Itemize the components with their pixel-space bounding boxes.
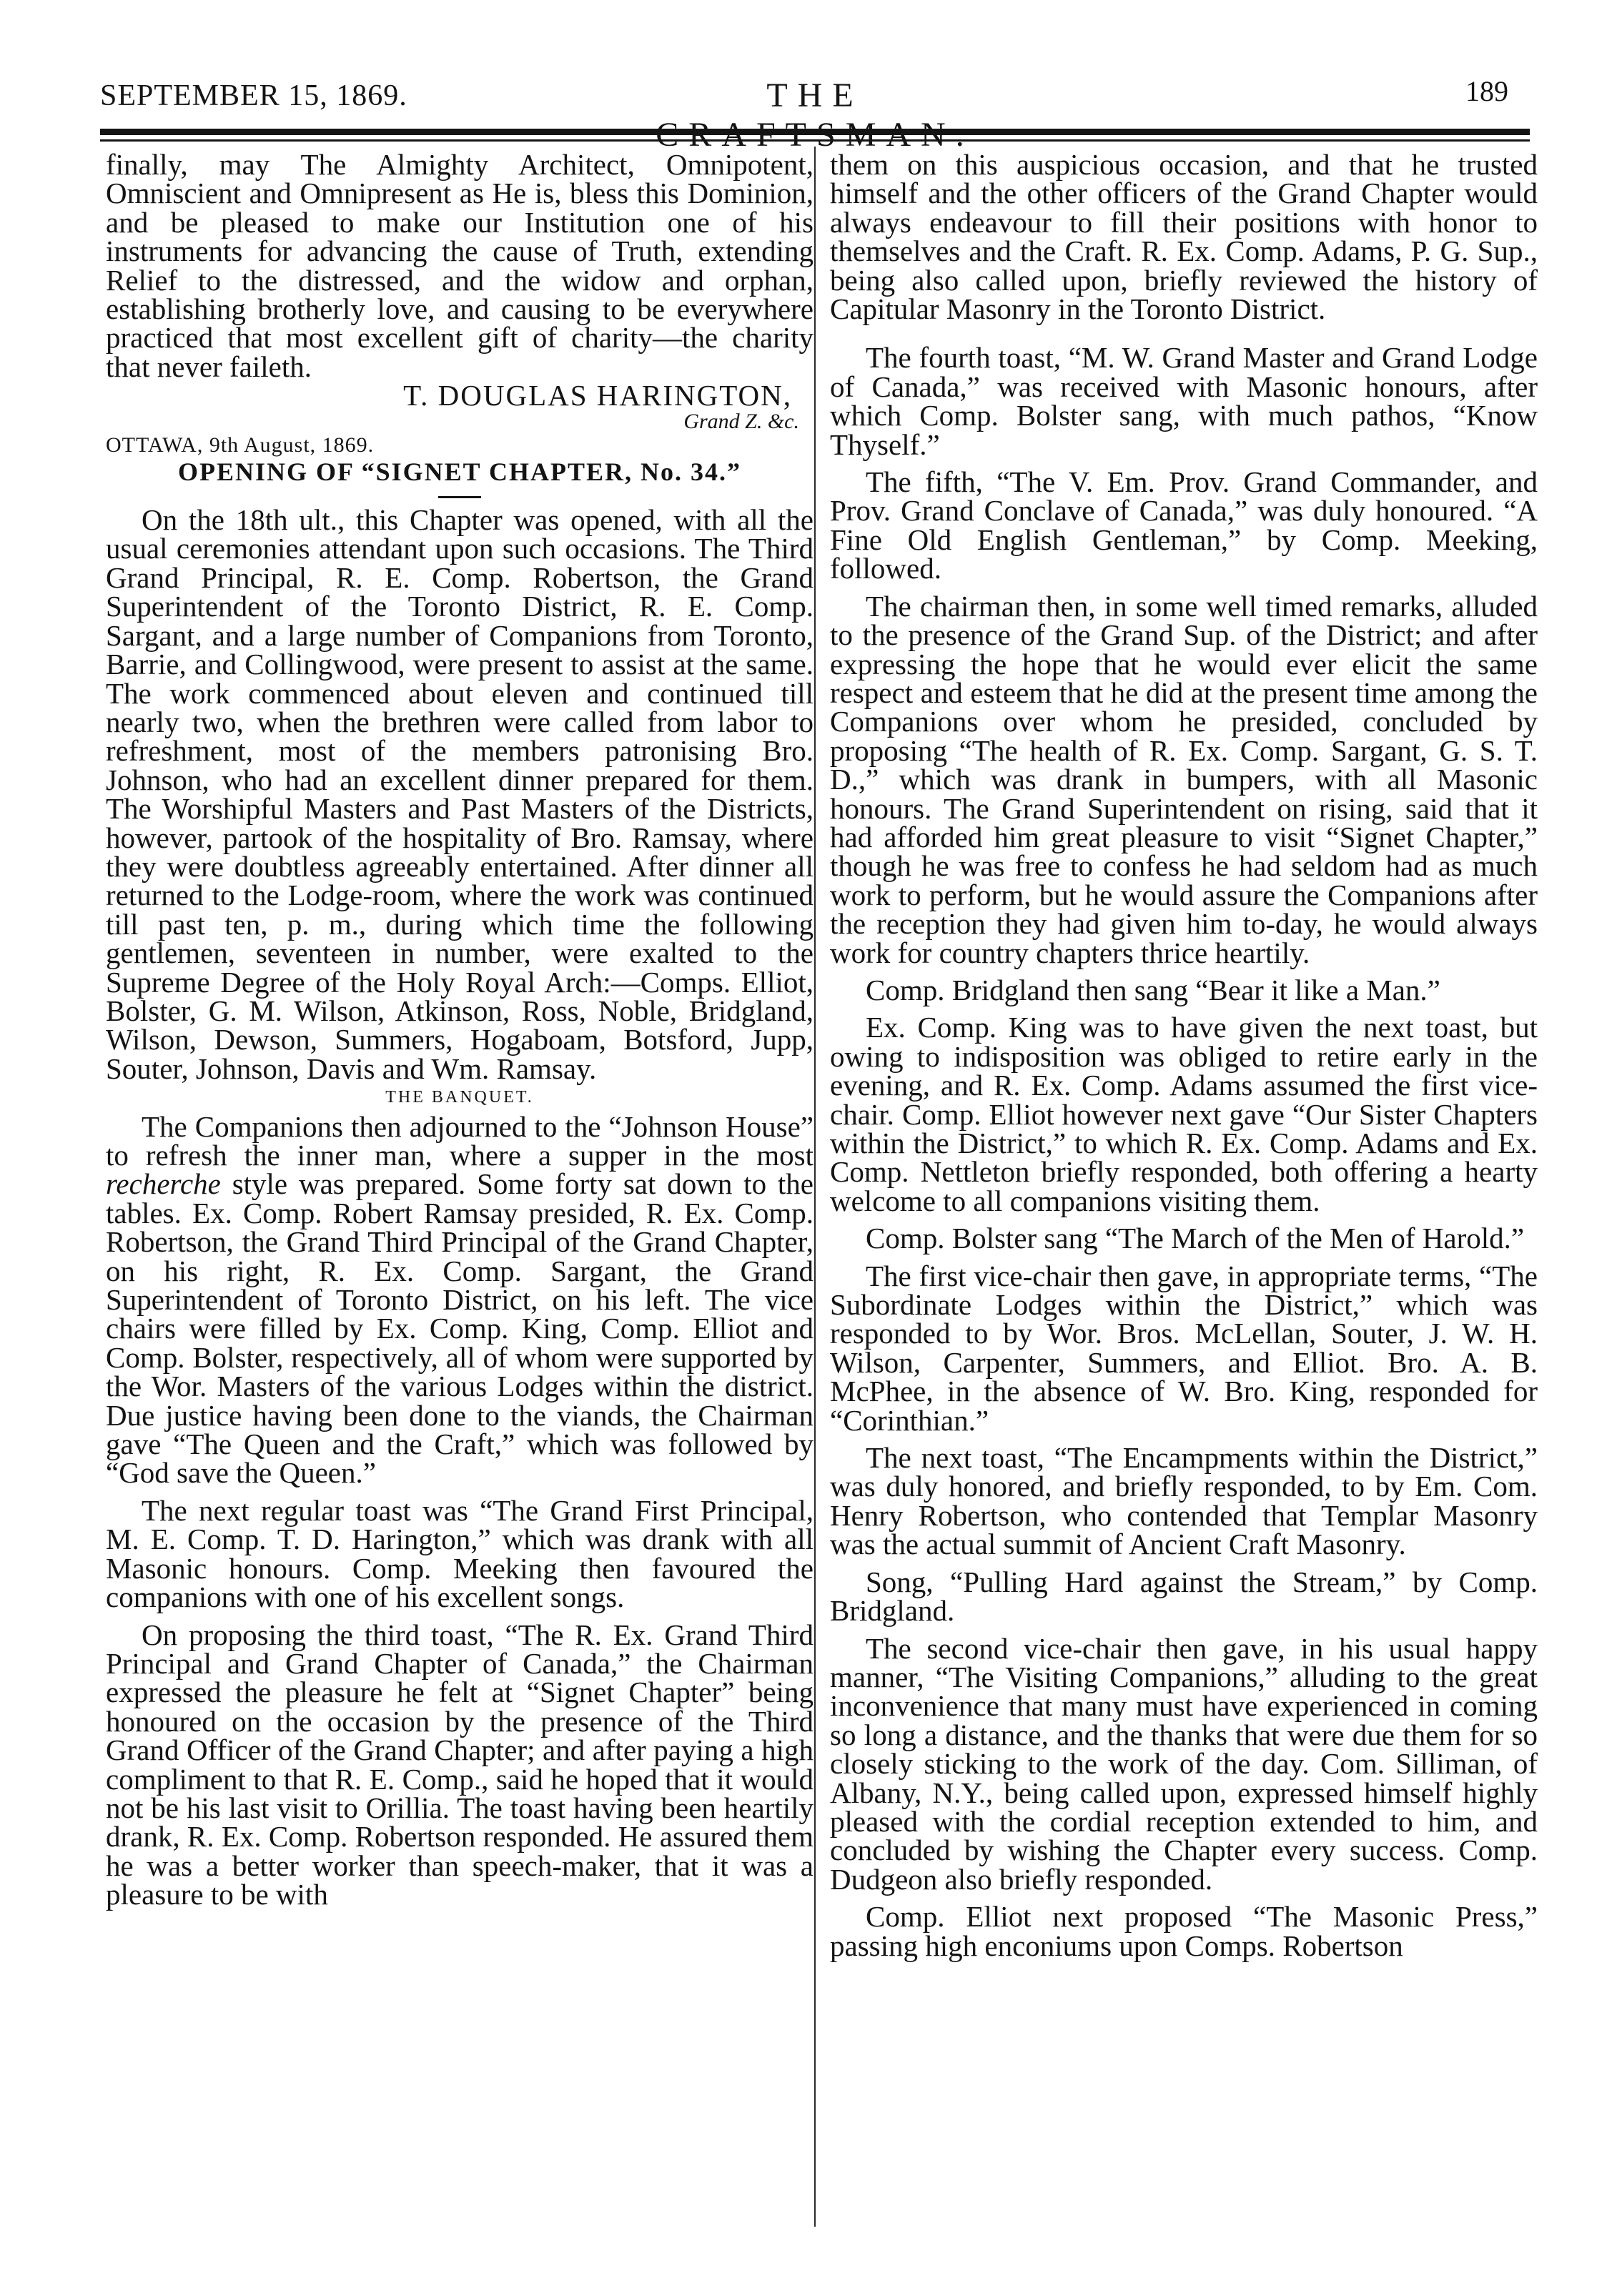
- column-divider: [814, 147, 816, 2227]
- article-paragraph: The first vice-chair then gave, in appropriate terms, “The Subordinate Lodges within the District,” which was responded to by Wor. Bros. McLellan, Souter, J. W. H. Wilson, Carpenter, Summers, and Elliot. Bro. A. B. McPhee, in the absence of W. Bro. King, responded for “Corinthian.”: [830, 1259, 1538, 1437]
- issue-date: SEPTEMBER 15, 1869.: [100, 79, 407, 112]
- article-paragraph: The chairman then, in some well timed remarks, alluded to the presence of the Grand Sup. of the District; and after expressing the hope that he would ever elicit the same respect and esteem that he did at the present time among the Companions over whom he presided, concluded by proposing “The health of R. Ex. Comp. Sargant, G. S. T. D.,” which was drank in bumpers, with all Masonic honours. The Grand Superintendent on rising, said that it had afforded him great pleasure to visit “Signet Chapter,” though he was free to confess he had seldom had as much work to perform, but he would assure the Companions after the reception they had given him to-day, he would always work for country chapters thrice heartily.: [830, 589, 1538, 969]
- article-paragraph: The second vice-chair then gave, in his usual happy manner, “The Visiting Companions,” alluding to the great inconvenience that many must have experienced in coming so long a distance, and the thanks that were due them for so closely sticking to the work of the day. Com. Silliman, of Albany, N.Y., being called upon, expressed himself highly pleased with the cordial reception extended to him, and concluded by wishing the Chapter every success. Comp. Dudgeon also briefly responded.: [830, 1631, 1538, 1896]
- article-paragraph: Comp. Elliot next proposed “The Masonic Press,” passing high enconiums upon Comps. Robertson: [830, 1900, 1538, 1962]
- article-heading: OPENING OF “SIGNET CHAPTER, No. 34.”: [177, 457, 742, 486]
- heading-dash: [438, 496, 481, 498]
- italic-term: recherche: [106, 1167, 221, 1201]
- article-paragraph: Ex. Comp. King was to have given the next toast, but owing to indisposition was obliged to retire early in the evening, and R. Ex. Comp. Adams assumed the first vice-chair. Comp. Elliot however next gave “Our Sister Chapters within the District,” to which R. Ex. Comp. Adams and Ex. Comp. Nettleton briefly responded, both offering a hearty welcome to all companions visiting them.: [830, 1011, 1538, 1217]
- left-column: [106, 150, 814, 1909]
- text-run: style was prepared. Some forty sat down to the tables. Ex. Comp. Robert Ramsay presided, R. Ex. Comp. Robertson, the Grand Third Principal of the Grand Chapter, on his right, R. Ex. Comp. Sargant, the Grand Superintendent of Toronto District, on his left. The vice chairs were filled by Ex. Comp. King, Comp. Elliot and Comp. Bolster, respectively, all of whom were supported by the Wor. Masters of the various Lodges within the district. Due justice having been done to the viands, the Chairman gave “The Queen and the Craft,” which was followed by “God save the Queen.”: [106, 1167, 814, 1490]
- article-paragraph: Song, “Pulling Hard against the Stream,” by Comp. Bridgland.: [830, 1565, 1538, 1628]
- signature-name: T. DOUGLAS HARINGTON,: [403, 379, 792, 412]
- article-paragraph: The next regular toast was “The Grand First Principal, M. E. Comp. T. D. Harington,” which was drank with all Masonic honours. Comp. Meeking then favoured the companions with one of his excellent songs.: [106, 1493, 814, 1614]
- article-paragraph: them on this auspicious occasion, and that he trusted himself and the other officers of the Grand Chapter would always endeavour to fill their positions with honor to themselves and the Craft. R. Ex. Comp. Adams, P. G. Sup., being also called upon, briefly reviewed the history of Capitular Masonry in the Toronto District.: [830, 148, 1538, 326]
- article-paragraph: The next toast, “The Encampments within the District,” was duly honored, and briefly responded, to by Em. Com. Henry Robertson, who contended that Templar Masonry was the actual summit of Ancient Craft Masonry.: [830, 1441, 1538, 1561]
- running-head: [100, 75, 1530, 122]
- article-paragraph: The fifth, “The V. Em. Prov. Grand Commander, and Prov. Grand Conclave of Canada,” was duly honoured. “A Fine Old English Gentleman,” by Comp. Meeking, followed.: [830, 465, 1538, 585]
- article-paragraph: On the 18th ult., this Chapter was opened, with all the usual ceremonies attendant upon such occasions. The Third Grand Principal, R. E. Comp. Robertson, the Grand Superintendent of the Toronto District, R. E. Comp. Sargant, and a large number of Companions from Toronto, Barrie, and Collingwood, were present to assist at the same. The work commenced about eleven and continued till nearly two, when the brethren were called from labor to refreshment, most of the members patronising Bro. Johnson, who had an excellent dinner prepared for them. The Worshipful Masters and Past Masters of the Districts, however, partook of the hospitality of Bro. Ramsay, where they were doubtless agreeably entertained. After dinner all returned to the Lodge-room, where the work was continued till past ten, p. m., during which time the following gentlemen, seventeen in number, were exalted to the Supreme Degree of the Holy Royal Arch:—Comps. Elliot, Bolster, G. M. Wilson, Atkinson, Ross, Noble, Bridgland, Wilson, Dewson, Summers, Hogaboam, Botsford, Jupp, Souter, Johnson, Davis and Wm. Ramsay.: [106, 503, 814, 1085]
- publication-title: THE: [766, 76, 864, 114]
- header-rule-thin: [100, 139, 1530, 142]
- article-paragraph: Comp. Bridgland then sang “Bear it like a Man.”: [866, 973, 1440, 1006]
- section-subhead: THE BANQUET.: [385, 1088, 534, 1107]
- closing-paragraph: finally, may The Almighty Architect, Omnipotent, Omniscient and Omnipresent as He is, bless this Dominion, and be pleased to make our Institution one of his instruments for advancing the cause of Truth, extending Relief to the distressed, and the widow and orphan, establishing brotherly love, and causing to be everywhere practiced that most excellent gift of charity—the charity that never faileth.: [106, 148, 814, 383]
- dateline: OTTAWA, 9th August, 1869.: [106, 432, 375, 457]
- header-rule: [100, 129, 1530, 135]
- article-paragraph: [106, 1109, 814, 1490]
- article-paragraph: Comp. Bolster sang “The March of the Men of Harold.”: [866, 1222, 1525, 1255]
- right-column: [830, 150, 1538, 1960]
- article-paragraph: The fourth toast, “M. W. Grand Master and Grand Lodge of Canada,” was received with Masonic honours, after which Comp. Bolster sang, with much pathos, “Know Thyself.”: [830, 341, 1538, 461]
- signature-title: Grand Z. &c.: [683, 409, 799, 433]
- text-run: The Companions then adjourned to the “Johnson House” to refresh the inner man, where a supper in the most: [106, 1109, 814, 1172]
- page-number: 189: [1465, 75, 1508, 107]
- article-paragraph: On proposing the third toast, “The R. Ex. Grand Third Principal and Grand Chapter of Canada,” the Chairman expressed the pleasure he felt at “Signet Chapter” being honoured on the occasion by the presence of the Third Grand Officer of the Grand Chapter; and after paying a high compliment to that R. E. Comp., said he hoped that it would not be his last visit to Orillia. The toast having been heartily drank, R. Ex. Comp. Robertson responded. He assured them he was a better worker than speech-maker, that it was a pleasure to be with: [106, 1618, 814, 1911]
